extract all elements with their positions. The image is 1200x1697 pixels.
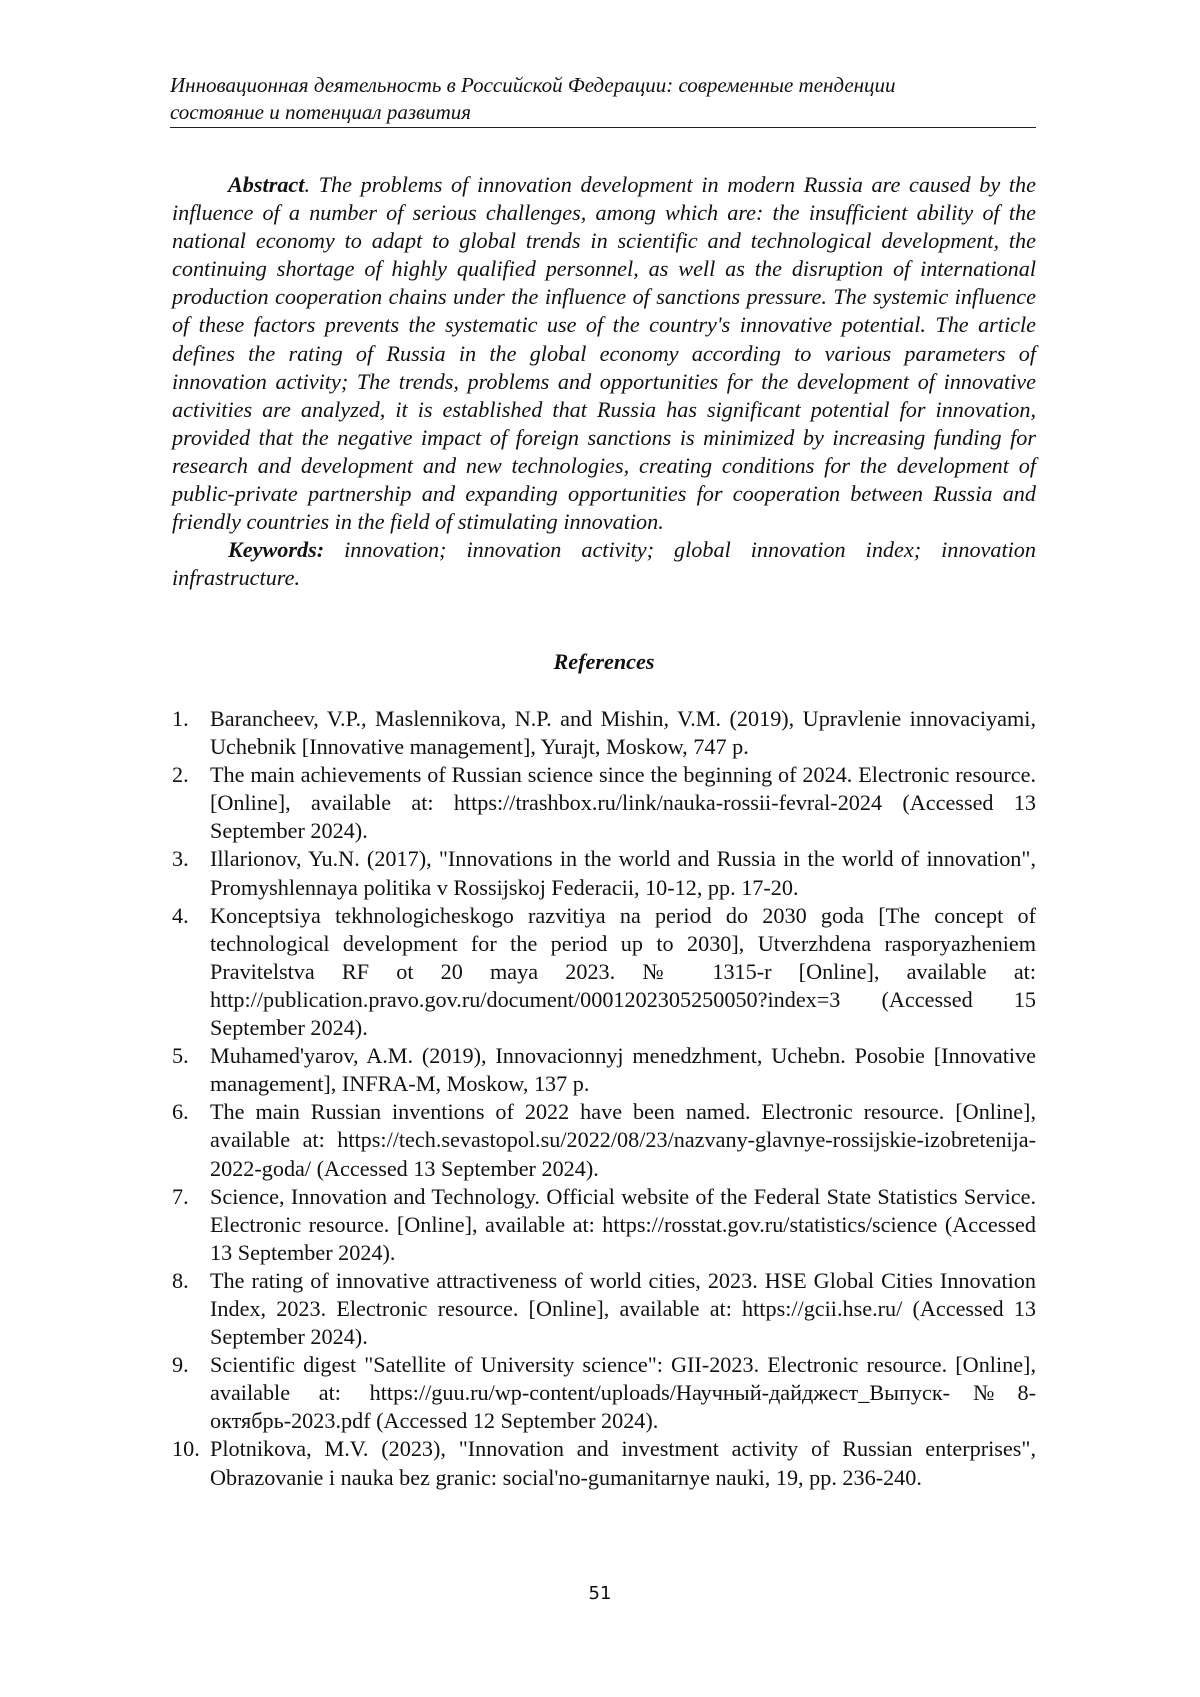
reference-text: Konceptsiya tekhnologicheskogo razvitiya na period do 2030 goda [The concept of technological development for the period up to 2030], Utverzhdena rasporyazheniem Pravitelstva RF ot 20 maya 2023. № 1315-r [Online], available at: http://publication.pravo.gov.ru/document/0001202305250050?index=3 (Accessed 15 September 2024).: [210, 902, 1036, 1041]
running-header-line-2: состояние и потенциал развития: [170, 100, 472, 124]
reference-item: [172, 845, 1036, 901]
reference-text: Barancheev, V.P., Maslennikova, N.P. and Mishin, V.M. (2019), Upravlenie innovaciyami, Uchebnik [Innovative management], Yurajt, Moskow, 747 p.: [210, 706, 1036, 760]
reference-number: 7.: [172, 1183, 189, 1209]
reference-number: 6.: [172, 1099, 189, 1125]
reference-text: Scientific digest "Satellite of University science": GII-2023. Electronic resource. [Online], available at: https://guu.ru/wp-content/uploads/Научный-дайджест_Выпуск-№8-октябрь-2023.pdf (Accessed 12 September 2024).: [210, 1352, 1036, 1434]
reference-number: 10.: [172, 1436, 200, 1462]
reference-item: [172, 705, 1036, 761]
reference-item: [172, 1351, 1036, 1435]
abstract-paragraph: [172, 171, 1036, 536]
keywords-label: Keywords:: [228, 537, 325, 563]
reference-item: [172, 1183, 1036, 1267]
reference-text: The main Russian inventions of 2022 have been named. Electronic resource. [Online], available at: https://tech.sevastopol.su/2022/08/23/nazvany-glavnye-rossijskie-izobretenija-2022-goda/ (Accessed 13 September 2024).: [210, 1099, 1036, 1181]
reference-number: 5.: [172, 1043, 189, 1069]
abstract-section: [172, 171, 1036, 592]
reference-number: 9.: [172, 1352, 189, 1378]
reference-number: 4.: [172, 902, 189, 928]
reference-item: [172, 902, 1036, 1042]
reference-text: The rating of innovative attractiveness of world cities, 2023. HSE Global Cities Innovation Index, 2023. Electronic resource. [Online], available at: https://gcii.hse.ru/ (Accessed 13 September 2024).: [210, 1267, 1036, 1350]
running-header: [170, 72, 1036, 126]
reference-text: Muhamed'yarov, A.M. (2019), Innovacionnyj menedzhment, Uchebn. Posobie [Innovative management], INFRA-M, Moskow, 137 p.: [210, 1043, 1036, 1097]
page-number: 51: [588, 1583, 612, 1604]
reference-item: [172, 761, 1036, 845]
reference-number: 8.: [172, 1267, 189, 1293]
abstract-text: . The problems of innovation development in modern Russia are caused by the influence of a number of serious challenges, among which are: the insufficient ability of the national economy to adapt to global trends in scientific and technological development, the continuing shortage of highly qualified personnel, as well as the disruption of international production cooperation chains under the influence of sanctions pressure. The systemic influence of these factors prevents the systematic use of the country's innovative potential. The article defines the rating of Russia in the global economy according to various parameters of innovation activity; The trends, problems and opportunities for the development of innovative activities are analyzed, it is established that Russia has significant potential for innovation, provided that the negative impact of foreign sanctions is minimized by increasing funding for research and development and new technologies, creating conditions for the development of public-private partnership and expanding opportunities for cooperation between Russia and friendly countries in the field of stimulating innovation.: [172, 172, 1036, 535]
reference-text: Illarionov, Yu.N. (2017), "Innovations in the world and Russia in the world of innovation", Promyshlennaya politika v Rossijskoj Federacii, 10-12, pp. 17-20.: [210, 846, 1036, 900]
reference-number: 3.: [172, 846, 189, 872]
running-header-line-1: Инновационная деятельность в Российской Федерации: современные тенденции: [170, 73, 896, 97]
references-list: [172, 705, 1036, 1492]
header-divider: [170, 127, 1036, 128]
reference-item: [172, 1042, 1036, 1098]
keywords-paragraph: [172, 536, 1036, 592]
reference-text: Science, Innovation and Technology. Official website of the Federal State Statistics Service. Electronic resource. [Online], available at: https://rosstat.gov.ru/statistics/science (Accessed 13 September 2024).: [210, 1183, 1036, 1265]
reference-text: Plotnikova, M.V. (2023), "Innovation and investment activity of Russian enterprises", Obrazovanie i nauka bez granic: social'no-gumanitarnye nauki, 19, pp. 236-240.: [210, 1436, 1036, 1490]
reference-item: [172, 1435, 1036, 1491]
reference-number: 1.: [172, 706, 189, 731]
reference-item: [172, 1267, 1036, 1351]
reference-item: [172, 1098, 1036, 1182]
reference-text: The main achievements of Russian science since the beginning of 2024. Electronic resource. [Online], available at: https://trashbox.ru/link/nauka-rossii-fevral-2024 (Accessed 13 September 2024).: [210, 762, 1036, 844]
keywords-text: innovation; innovation activity; global innovation index; innovation infrastructure.: [172, 537, 1036, 591]
reference-number: 2.: [172, 762, 189, 788]
references-heading: References: [553, 649, 655, 674]
abstract-label: Abstract: [228, 172, 305, 197]
